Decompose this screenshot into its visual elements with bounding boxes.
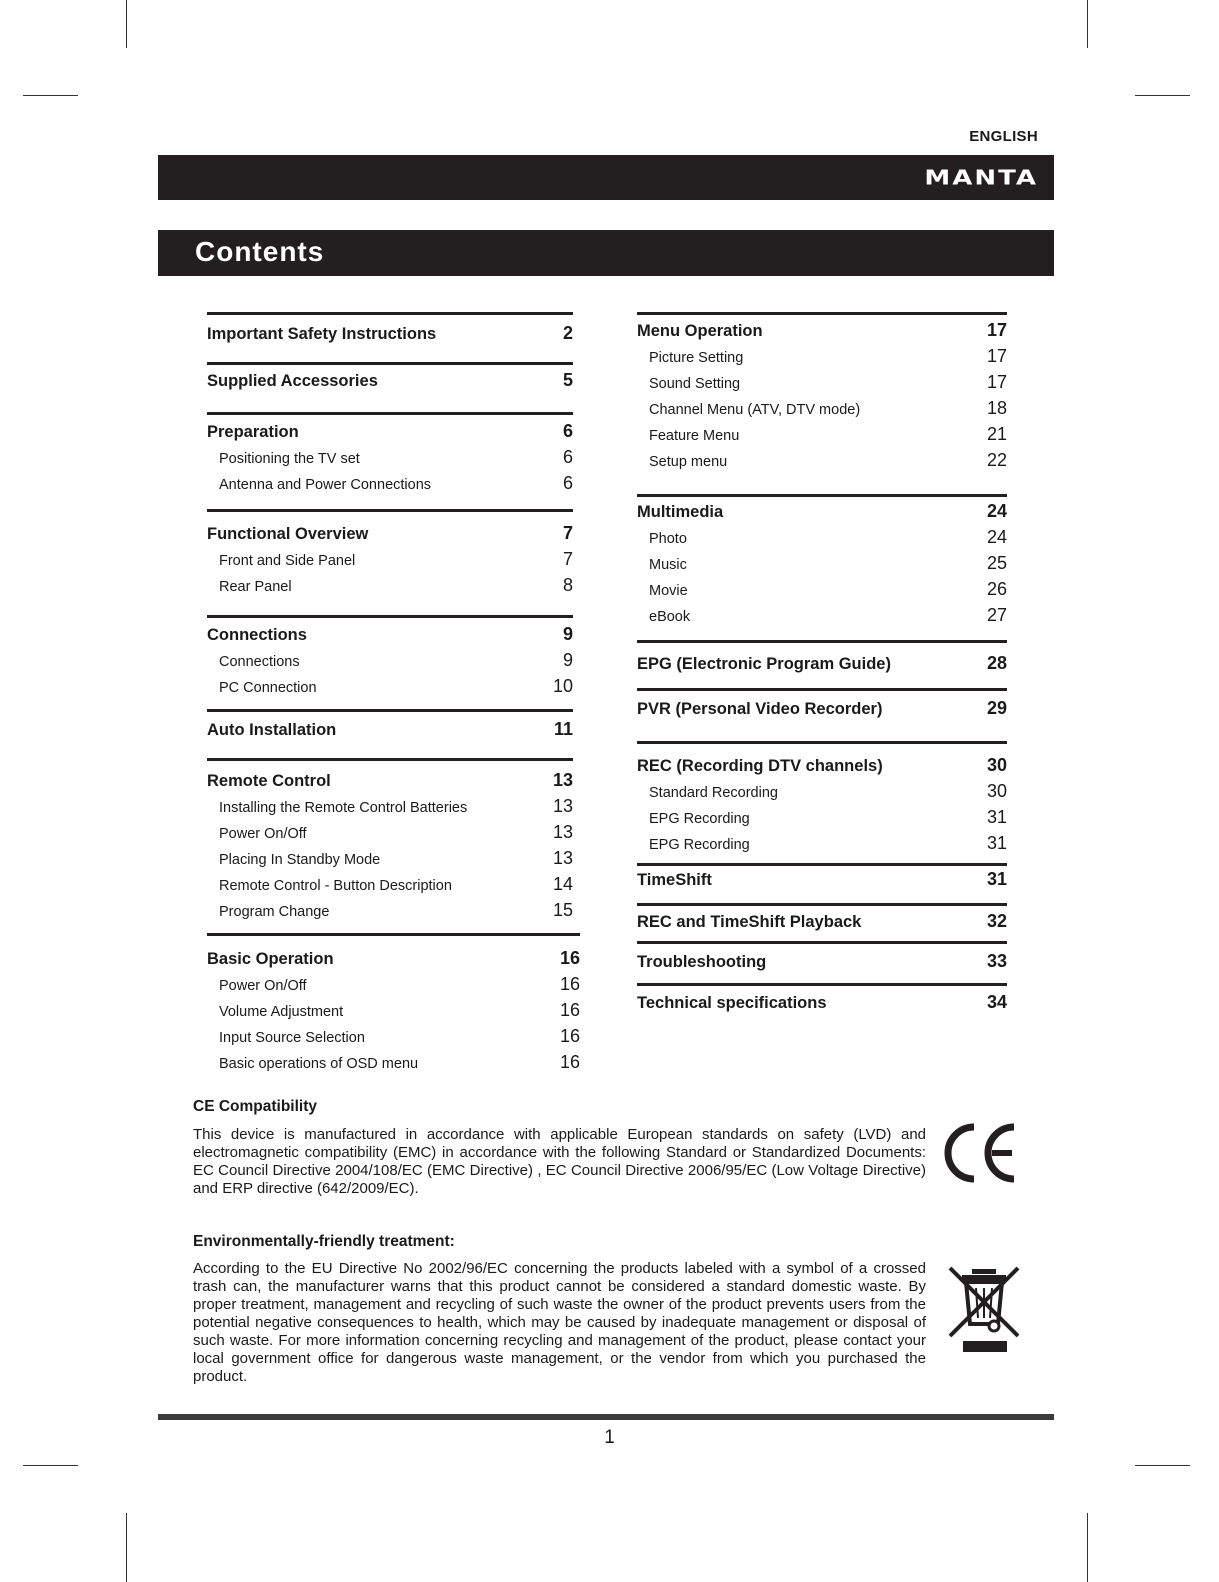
toc-subentry-page: 16 xyxy=(559,1026,580,1046)
toc-entry-page: 2 xyxy=(562,323,573,343)
toc-subentry[interactable] xyxy=(207,874,573,895)
toc-subentry-title: Setup menu xyxy=(649,454,728,470)
toc-subentry-page: 6 xyxy=(562,447,573,467)
toc-subentry[interactable] xyxy=(207,676,573,697)
toc-entry-page: 5 xyxy=(562,370,573,390)
toc-subentry[interactable] xyxy=(207,650,573,671)
toc-subentry-title: Movie xyxy=(649,583,688,599)
page-title: Contents xyxy=(195,236,325,267)
toc-section xyxy=(637,863,1007,903)
toc-entry[interactable] xyxy=(637,869,1007,890)
toc-entry-title: Preparation xyxy=(207,423,299,441)
ce-text: This device is manufactured in accordance with applicable European standards on safety (LVD) and electromagnetic compatibility (EMC) in accordance with the following Standard or Standardized Documents: EC Council Directive 2004/108/EC (EMC Directive) , EC Council Directive 2006/95/EC (Low Voltage Directive) and ERP directive (642/2009/EC). xyxy=(193,1126,926,1197)
toc-subentry-title: EPG Recording xyxy=(649,811,750,827)
toc-entry[interactable] xyxy=(637,698,1007,719)
toc-entry-title: Connections xyxy=(207,626,307,644)
crop-mark xyxy=(126,1513,127,1582)
toc-subentry[interactable] xyxy=(207,1026,580,1047)
toc-entry[interactable] xyxy=(207,770,573,791)
toc-section xyxy=(637,640,1007,688)
toc-subentry[interactable] xyxy=(207,848,573,869)
toc-subentry[interactable] xyxy=(207,549,573,570)
toc-subentry-page: 17 xyxy=(986,346,1007,366)
toc-entry-title: TimeShift xyxy=(637,871,712,889)
toc-subentry[interactable] xyxy=(207,796,573,817)
toc-subentry-title: Sound Setting xyxy=(649,376,741,392)
toc-section xyxy=(207,312,573,362)
crossed-bin-icon xyxy=(946,1264,1022,1354)
toc-section xyxy=(207,412,573,509)
toc-subentry-page: 18 xyxy=(986,398,1007,418)
toc-entry-page: 31 xyxy=(986,869,1007,889)
toc-entry[interactable] xyxy=(207,421,573,442)
toc-entry[interactable] xyxy=(207,523,573,544)
toc-subentry-title: Program Change xyxy=(219,904,330,920)
toc-subentry[interactable] xyxy=(207,447,573,468)
toc-subentry-title: Input Source Selection xyxy=(219,1030,365,1046)
toc-subentry-title: PC Connection xyxy=(219,680,317,696)
toc-subentry-page: 14 xyxy=(552,874,573,894)
toc-entry-page: 32 xyxy=(986,911,1007,931)
toc-subentry-title: Feature Menu xyxy=(649,428,740,444)
crop-mark xyxy=(1135,95,1190,96)
toc-subentry-page: 7 xyxy=(562,549,573,569)
crop-mark xyxy=(1087,0,1088,48)
toc-section xyxy=(637,741,1007,863)
toc-section xyxy=(637,312,1007,494)
toc-subentry-page: 24 xyxy=(986,527,1007,547)
toc-subentry-title: Volume Adjustment xyxy=(219,1004,344,1020)
brand-bar xyxy=(158,155,1054,200)
toc-subentry-title: Standard Recording xyxy=(649,785,778,801)
toc-subentry[interactable] xyxy=(207,575,573,596)
toc-entry[interactable] xyxy=(637,992,1007,1013)
toc-subentry[interactable] xyxy=(207,1052,580,1073)
toc-entry-page: 24 xyxy=(986,501,1007,521)
toc-subentry-title: Placing In Standby Mode xyxy=(219,852,381,868)
env-text: According to the EU Directive No 2002/96/EC concerning the products labeled with a symbol of a crossed trash can, the manufacturer warns that this product cannot be considered a standard domestic waste. By proper treatment, management and recycling of such waste the owner of the product prevents users from the potential negative consequences to health, which may be caused by inadequate management or disposal of such waste. For more information concerning recycling and management of the product, please contact your local government office for dangerous waste management, or the vendor from which you purchased the product. xyxy=(193,1260,926,1385)
toc-section xyxy=(207,758,573,933)
toc-entry-title: Functional Overview xyxy=(207,525,369,543)
toc-subentry-title: Basic operations of OSD menu xyxy=(219,1056,419,1072)
toc-entry[interactable] xyxy=(207,719,573,740)
toc-subentry-page: 8 xyxy=(562,575,573,595)
toc-subentry-title: Photo xyxy=(649,531,687,547)
ce-title: CE Compatibility xyxy=(193,1098,318,1115)
toc-entry[interactable] xyxy=(207,370,573,391)
toc-subentry[interactable] xyxy=(637,424,1007,445)
toc-entry-title: EPG (Electronic Program Guide) xyxy=(637,655,891,673)
toc-entry[interactable] xyxy=(637,911,1007,932)
toc-subentry[interactable] xyxy=(207,974,580,995)
toc-subentry-page: 27 xyxy=(986,605,1007,625)
toc-entry-title: Basic Operation xyxy=(207,950,334,968)
toc-subentry-page: 16 xyxy=(559,1000,580,1020)
toc-entry[interactable] xyxy=(207,323,573,344)
toc-entry[interactable] xyxy=(207,624,573,645)
toc-subentry-page: 16 xyxy=(559,974,580,994)
toc-subentry-title: Antenna and Power Connections xyxy=(219,477,432,493)
toc-entry[interactable] xyxy=(637,755,1007,776)
toc-entry-page: 6 xyxy=(562,421,573,441)
toc-entry-page: 11 xyxy=(553,719,573,739)
toc-entry-title: REC (Recording DTV channels) xyxy=(637,757,883,775)
toc-entry-page: 7 xyxy=(562,523,573,543)
env-title: Environmentally-friendly treatment: xyxy=(193,1233,455,1250)
toc-subentry[interactable] xyxy=(207,473,573,494)
crop-mark xyxy=(1135,1465,1190,1466)
toc-section xyxy=(207,362,573,412)
toc-entry-page: 33 xyxy=(986,951,1007,971)
toc-subentry[interactable] xyxy=(637,781,1007,802)
toc-entry-page: 29 xyxy=(986,698,1007,718)
toc-subentry-page: 31 xyxy=(986,807,1007,827)
toc-subentry-title: Channel Menu (ATV, DTV mode) xyxy=(649,402,861,418)
toc-subentry[interactable] xyxy=(637,346,1007,367)
toc-subentry[interactable] xyxy=(637,807,1007,828)
toc-subentry[interactable] xyxy=(637,605,1007,626)
toc-subentry-page: 31 xyxy=(986,833,1007,853)
toc-entry-title: Menu Operation xyxy=(637,322,763,340)
toc-entry-title: REC and TimeShift Playback xyxy=(637,913,862,931)
toc-entry-page: 16 xyxy=(559,948,580,968)
toc-subentry[interactable] xyxy=(637,398,1007,419)
toc-section xyxy=(207,615,573,709)
footer-bar xyxy=(158,1414,1054,1420)
page-number: 1 xyxy=(604,1427,615,1448)
toc-subentry[interactable] xyxy=(207,822,573,843)
toc-subentry-title: Installing the Remote Control Batteries xyxy=(219,800,468,816)
toc-subentry[interactable] xyxy=(207,1000,580,1021)
toc-entry-page: 13 xyxy=(552,770,573,790)
brand-logo: MANTA xyxy=(924,166,1038,190)
toc-subentry[interactable] xyxy=(637,527,1007,548)
ce-mark-icon xyxy=(940,1122,1020,1184)
toc-subentry[interactable] xyxy=(637,579,1007,600)
toc-subentry[interactable] xyxy=(637,833,1007,854)
toc-entry-title: PVR (Personal Video Recorder) xyxy=(637,700,883,718)
toc-section xyxy=(207,709,573,758)
toc-subentry-title: EPG Recording xyxy=(649,837,750,853)
toc-subentry-title: Picture Setting xyxy=(649,350,744,366)
crop-mark xyxy=(126,0,127,48)
toc-entry[interactable] xyxy=(207,948,580,969)
toc-subentry-page: 25 xyxy=(986,553,1007,573)
toc-entry-page: 17 xyxy=(986,320,1007,340)
toc-subentry-page: 13 xyxy=(552,822,573,842)
toc-subentry-title: Connections xyxy=(219,654,300,670)
toc-section xyxy=(637,494,1007,640)
toc-entry-title: Troubleshooting xyxy=(637,953,767,971)
toc-subentry-title: eBook xyxy=(649,609,691,625)
toc-entry-title: Technical specifications xyxy=(637,994,827,1012)
toc-subentry-page: 26 xyxy=(986,579,1007,599)
toc-subentry-title: Remote Control - Button Description xyxy=(219,878,452,894)
toc-subentry-title: Rear Panel xyxy=(219,579,292,595)
toc-subentry-page: 21 xyxy=(986,424,1007,444)
toc-subentry[interactable] xyxy=(637,372,1007,393)
toc-subentry-title: Power On/Off xyxy=(219,978,307,994)
toc-entry[interactable] xyxy=(637,653,1007,674)
language-label: ENGLISH xyxy=(969,128,1038,145)
toc-subentry-page: 13 xyxy=(552,848,573,868)
crop-mark xyxy=(23,95,78,96)
toc-subentry-page: 13 xyxy=(552,796,573,816)
toc-entry-page: 34 xyxy=(986,992,1007,1012)
toc-section xyxy=(637,983,1007,1025)
toc-entry-title: Supplied Accessories xyxy=(207,372,378,390)
toc-subentry-page: 22 xyxy=(986,450,1007,470)
toc-subentry[interactable] xyxy=(637,553,1007,574)
toc-subentry-title: Music xyxy=(649,557,687,573)
toc-section xyxy=(637,688,1007,741)
toc-section xyxy=(207,933,580,1085)
toc-subentry-page: 6 xyxy=(562,473,573,493)
contents-header-bar xyxy=(158,230,1054,276)
toc-entry-title: Important Safety Instructions xyxy=(207,325,437,343)
toc-entry-page: 28 xyxy=(986,653,1007,673)
toc-subentry-page: 9 xyxy=(562,650,573,670)
toc-subentry[interactable] xyxy=(207,900,573,921)
toc-left-column xyxy=(207,312,580,1085)
toc-subentry-page: 30 xyxy=(986,781,1007,801)
toc-section xyxy=(637,903,1007,941)
toc-subentry[interactable] xyxy=(637,450,1007,471)
toc-entry-title: Auto Installation xyxy=(207,721,337,739)
crop-mark xyxy=(23,1465,78,1466)
toc-entry[interactable] xyxy=(637,320,1007,341)
toc-entry[interactable] xyxy=(637,501,1007,522)
toc-entry-title: Multimedia xyxy=(637,503,724,521)
toc-subentry-title: Positioning the TV set xyxy=(219,451,360,467)
toc-subentry-page: 15 xyxy=(552,900,573,920)
toc-subentry-title: Front and Side Panel xyxy=(219,553,356,569)
toc-entry-page: 9 xyxy=(562,624,573,644)
toc-subentry-title: Power On/Off xyxy=(219,826,307,842)
toc-subentry-page: 10 xyxy=(552,676,573,696)
toc-subentry-page: 16 xyxy=(559,1052,580,1072)
toc-entry-title: Remote Control xyxy=(207,772,331,790)
toc-section xyxy=(637,941,1007,983)
toc-section xyxy=(207,509,573,615)
toc-right-column xyxy=(637,312,1007,1025)
crop-mark xyxy=(1087,1513,1088,1582)
toc-subentry-page: 17 xyxy=(986,372,1007,392)
toc-entry[interactable] xyxy=(637,951,1007,972)
toc-entry-page: 30 xyxy=(986,755,1007,775)
